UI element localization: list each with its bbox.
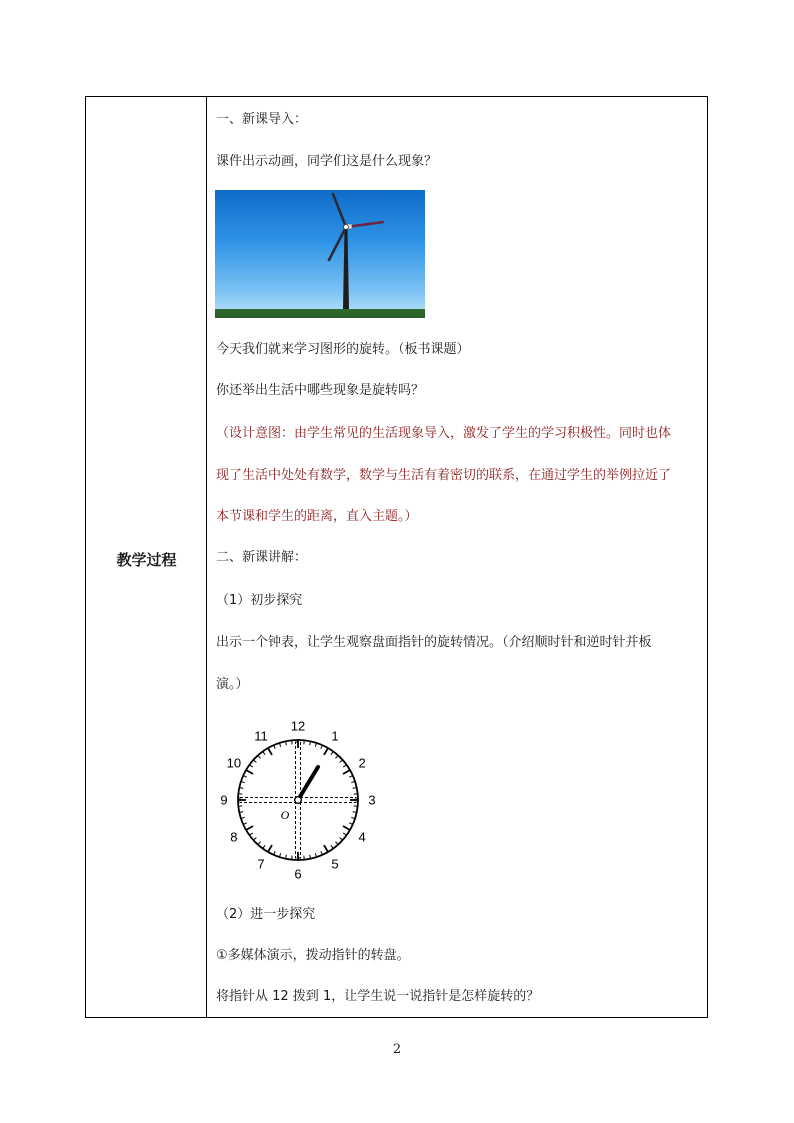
hour-tick <box>246 826 253 830</box>
minute-tick <box>258 842 261 845</box>
minute-tick <box>340 760 343 763</box>
content-cell <box>207 97 707 1017</box>
wind-turbine-drawing <box>215 190 425 318</box>
minute-tick <box>343 765 346 767</box>
minute-tick <box>335 842 338 845</box>
clock-figure <box>215 715 385 885</box>
hour-tick <box>343 826 350 830</box>
text-line: 课件出示动画，同学们这是什么现象？ <box>216 154 438 169</box>
minute-tick <box>335 755 338 758</box>
clock-diagram <box>215 715 385 885</box>
hour-tick <box>268 845 272 852</box>
clock-number: 6 <box>294 866 302 882</box>
minute-tick <box>340 837 343 840</box>
design-intent-line: （设计意图：由学生常见的生活现象导入，激发了学生的学习积极性。同时也体 <box>216 426 672 441</box>
text-line: （1）初步探究 <box>216 593 303 608</box>
text-line: 演。） <box>216 677 249 692</box>
clock-number: 9 <box>220 792 228 808</box>
wind-turbine-image <box>215 190 425 318</box>
clock-number: 1 <box>331 728 339 744</box>
hour-tick <box>343 770 350 774</box>
clock-number: 4 <box>358 829 366 845</box>
clock-number: 10 <box>226 755 242 771</box>
minute-tick <box>331 751 333 754</box>
design-intent-line: 本节课和学生的距离，直入主题。） <box>216 509 418 524</box>
minute-tick <box>263 751 265 754</box>
minute-tick <box>331 845 333 848</box>
clock-number: 3 <box>368 792 376 808</box>
minute-tick <box>258 755 261 758</box>
label-cell <box>86 97 207 1017</box>
clock-number: 5 <box>331 856 339 872</box>
text-line: 出示一个钟表，让学生观察盘面指针的旋转情况。（介绍顺时针和逆时针并板 <box>216 635 652 650</box>
minute-tick <box>253 760 256 763</box>
center-label: O <box>280 808 290 822</box>
heading-intro: 一、新课导入： <box>216 112 308 127</box>
clock-number: 2 <box>358 755 366 771</box>
hour-tick <box>246 770 253 774</box>
hour-tick <box>324 748 328 755</box>
clock-number: 7 <box>257 856 265 872</box>
minute-tick <box>263 845 265 848</box>
minute-tick <box>253 837 256 840</box>
clock-center <box>295 797 302 804</box>
text-line: 将指针从 12 拨到 1，让学生说一说指针是怎样旋转的？ <box>216 989 540 1004</box>
clock-number: 11 <box>254 728 268 744</box>
text-line: 今天我们就来学习图形的旋转。（板书课题） <box>216 342 470 357</box>
design-intent-line: 现了生活中处处有数学，数学与生活有着密切的联系，在通过学生的举例拉近了 <box>216 468 672 483</box>
heading-new-lesson: 二、新课讲解： <box>216 550 308 565</box>
minute-tick <box>249 765 252 767</box>
text-line: （2）进一步探究 <box>216 907 316 922</box>
clock-number: 8 <box>230 829 238 845</box>
minute-tick <box>343 833 346 835</box>
lesson-table <box>85 96 708 1018</box>
clock-number: 12 <box>290 718 306 734</box>
page-number: 2 <box>392 1042 402 1057</box>
text-line: 你还举出生活中哪些现象是旋转吗？ <box>216 383 425 398</box>
text-line: ①多媒体演示，拨动指针的转盘。 <box>216 948 410 963</box>
minute-tick <box>249 833 252 835</box>
hour-tick <box>324 845 328 852</box>
section-label: 教学过程 <box>116 551 177 569</box>
hour-tick <box>268 748 272 755</box>
